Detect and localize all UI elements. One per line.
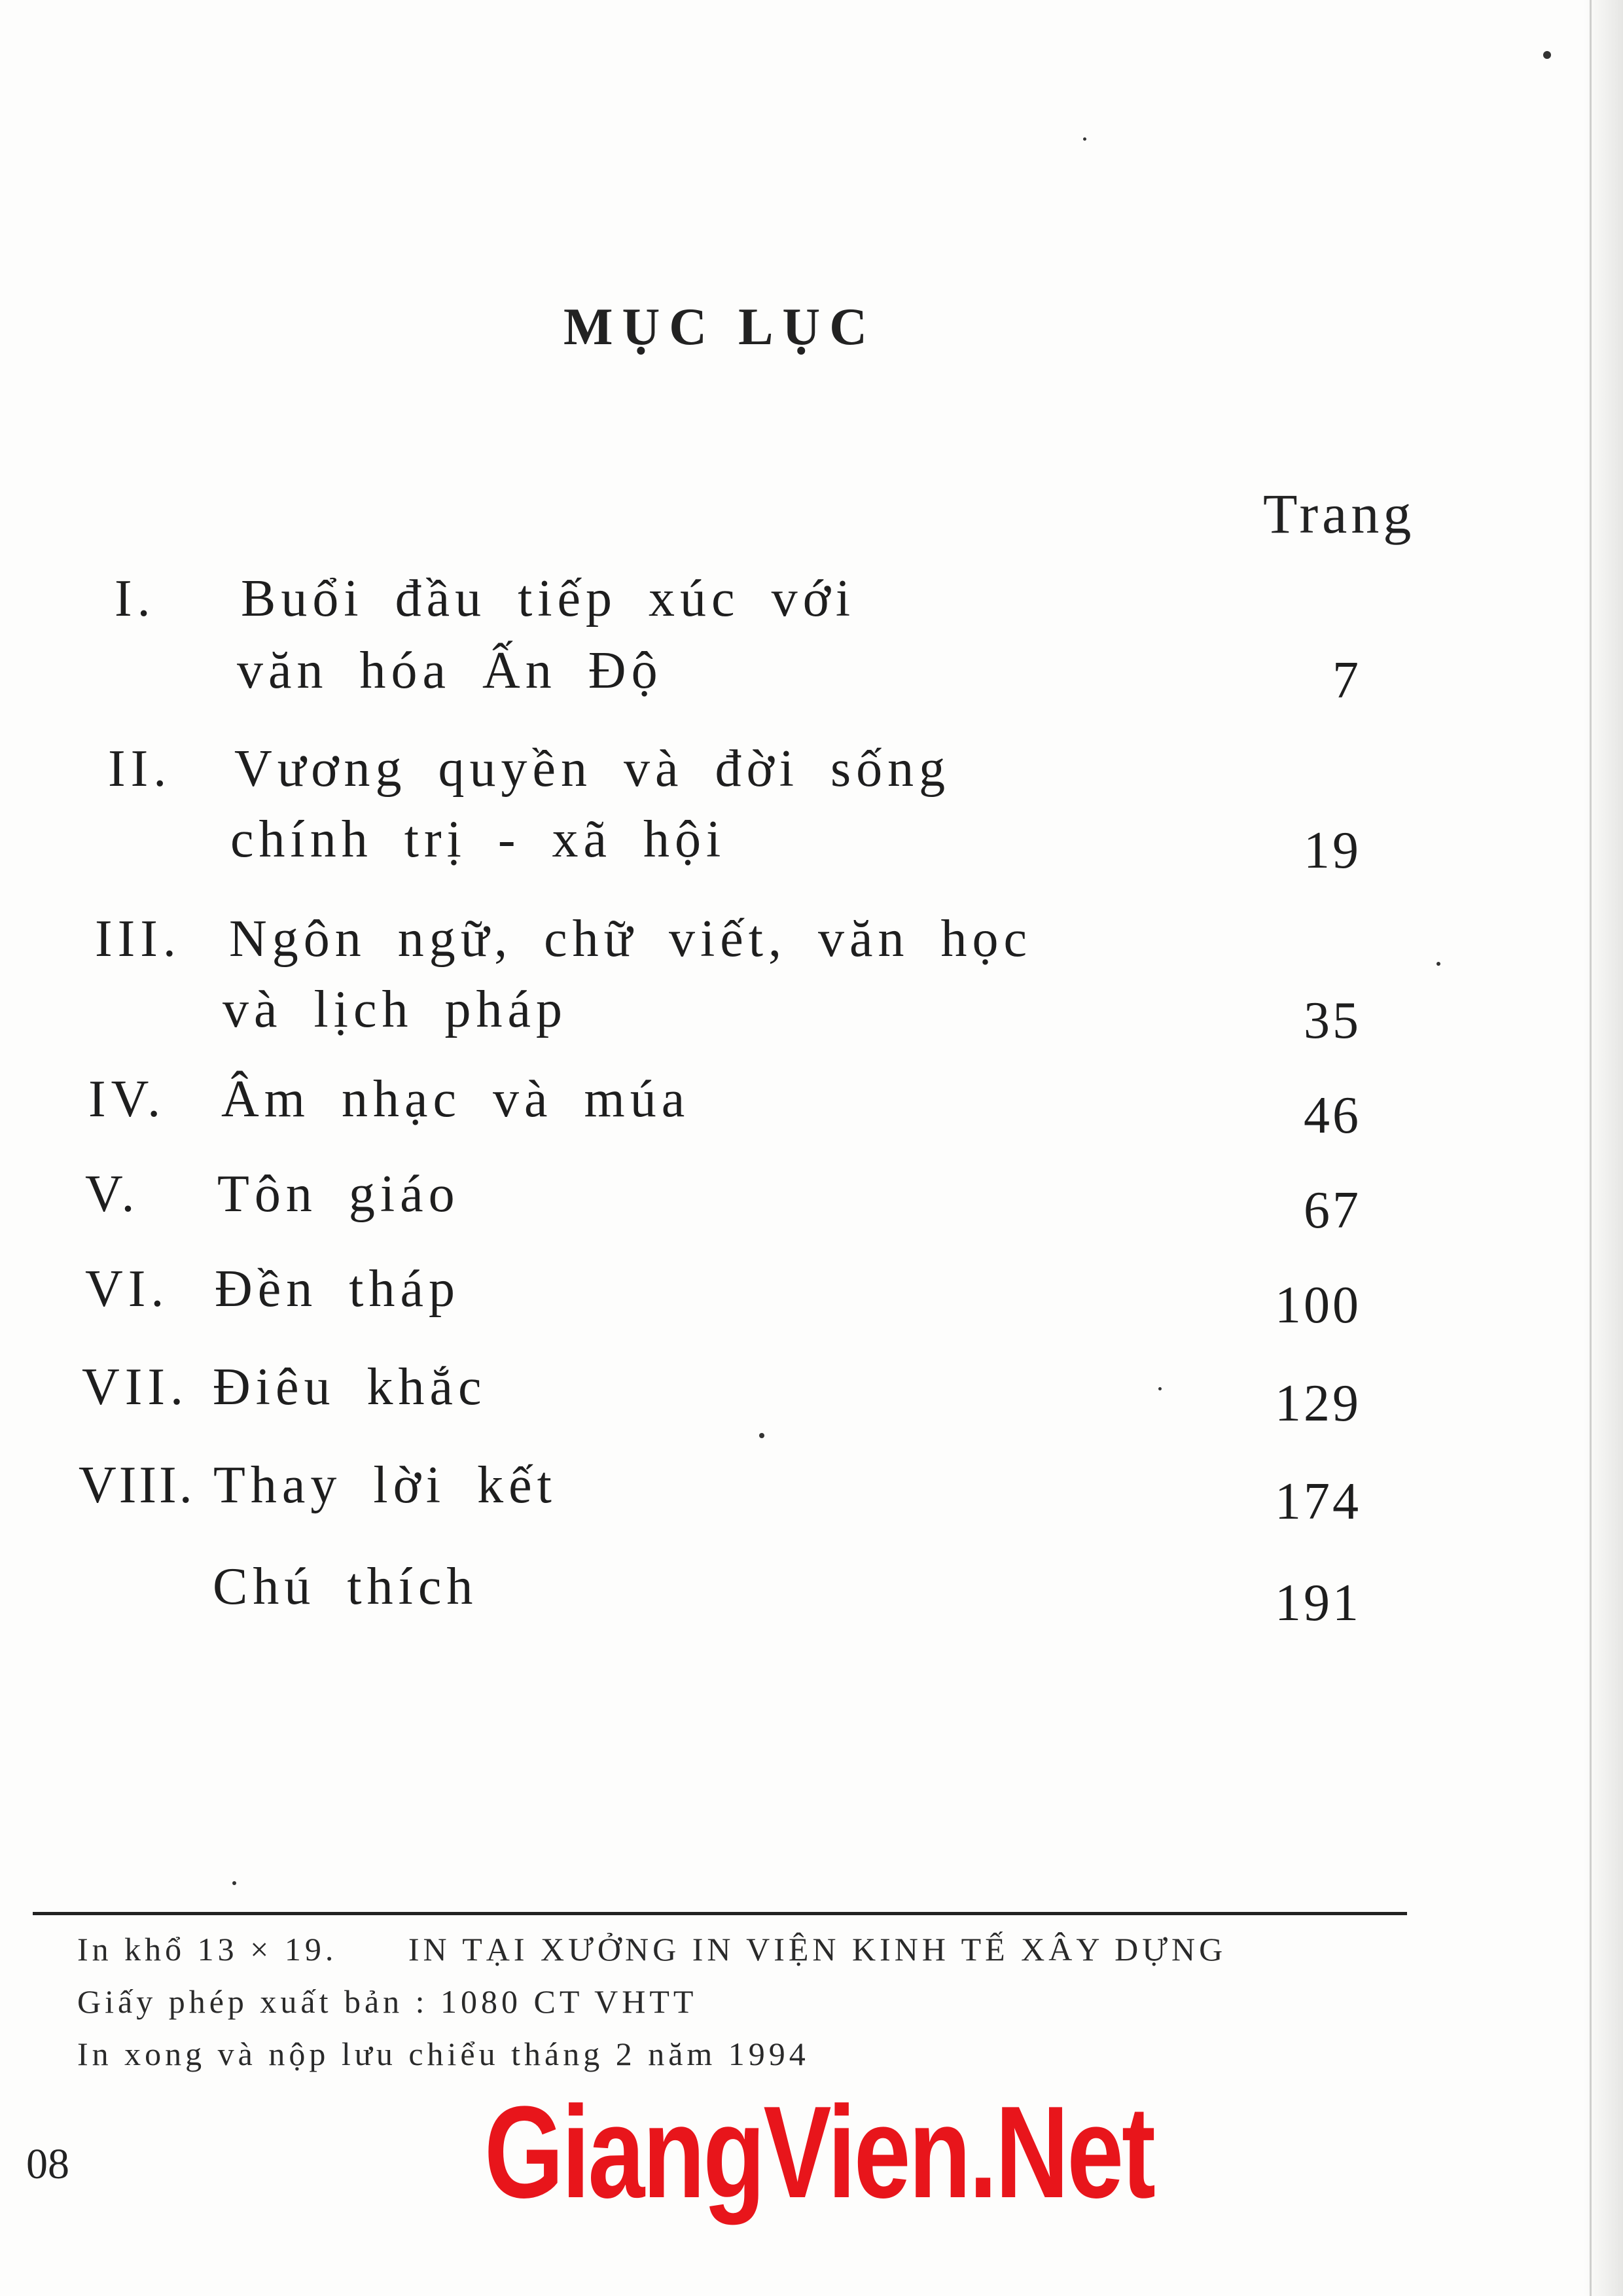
scan-speck	[1158, 1387, 1162, 1390]
page-number: 08	[26, 2140, 69, 2188]
toc-entry-numeral: VII.	[82, 1358, 189, 1416]
toc-entry-page: 46	[1304, 1087, 1361, 1144]
toc-entry-page: 191	[1275, 1574, 1361, 1632]
toc-entry-title-line: văn hóa Ấn Độ	[237, 642, 663, 699]
toc-entry-numeral: VI.	[85, 1260, 169, 1318]
scan-speck	[1543, 51, 1551, 59]
page-title: MỤC LỤC	[563, 298, 876, 356]
toc-entry-title-line: Ngôn ngữ, chữ viết, văn học	[229, 910, 1032, 968]
toc-entry-title-line: Điêu khắc	[213, 1358, 487, 1416]
toc-entry-title-line: Tôn giáo	[217, 1165, 460, 1223]
footer-rule	[33, 1912, 1407, 1915]
toc-entry-page: 19	[1304, 822, 1361, 879]
page-edge-line	[1590, 0, 1592, 2296]
imprint-printer: IN TẠI XƯỞNG IN VIỆN KINH TẾ XÂY DỰNG	[408, 1931, 1227, 1968]
toc-entry-title-line: Thay lời kết	[213, 1457, 557, 1514]
toc-entry-page: 100	[1275, 1277, 1361, 1334]
toc-entry-numeral: III.	[95, 910, 181, 968]
toc-entry-title-line: và lịch pháp	[223, 981, 567, 1038]
scan-speck	[759, 1433, 764, 1438]
toc-entry-page: 129	[1275, 1375, 1361, 1432]
toc-entry-numeral: I.	[115, 570, 156, 627]
toc-entry-page: 7	[1332, 652, 1361, 709]
toc-entry-page: 35	[1304, 992, 1361, 1050]
scan-speck	[232, 1881, 236, 1885]
toc-entry-title-line: Vương quyền và đời sống	[234, 740, 951, 798]
imprint-format: In khổ 13 × 19.	[77, 1931, 338, 1968]
toc-entry-page: 174	[1275, 1473, 1361, 1530]
toc-entry-numeral: II.	[108, 740, 172, 798]
toc-entry-title-line: Đền tháp	[215, 1260, 461, 1318]
scan-speck	[1436, 962, 1440, 966]
imprint-line-1	[77, 1930, 1226, 1968]
toc-entry-page: 67	[1304, 1182, 1361, 1239]
imprint-line-3: In xong và nộp lưu chiểu tháng 2 năm 1994	[77, 2036, 810, 2072]
toc-entry-numeral: VIII.	[79, 1457, 195, 1514]
page-column-header: Trang	[1263, 482, 1416, 545]
imprint-line-2: Giấy phép xuất bản : 1080 CT VHTT	[77, 1983, 698, 2020]
toc-entry-numeral: IV.	[88, 1070, 166, 1128]
toc-entry-title-line: Buổi đầu tiếp xúc với	[241, 570, 856, 627]
scan-speck	[1083, 137, 1086, 141]
toc-entry-title-line: Chú thích	[213, 1558, 478, 1616]
toc-entry-numeral: V.	[85, 1165, 140, 1223]
toc-entry-title-line: Âm nhạc và múa	[221, 1070, 690, 1128]
toc-entry-title-line: chính trị - xã hội	[230, 811, 726, 868]
watermark-logo: GiangVien.Net	[484, 2079, 1154, 2225]
